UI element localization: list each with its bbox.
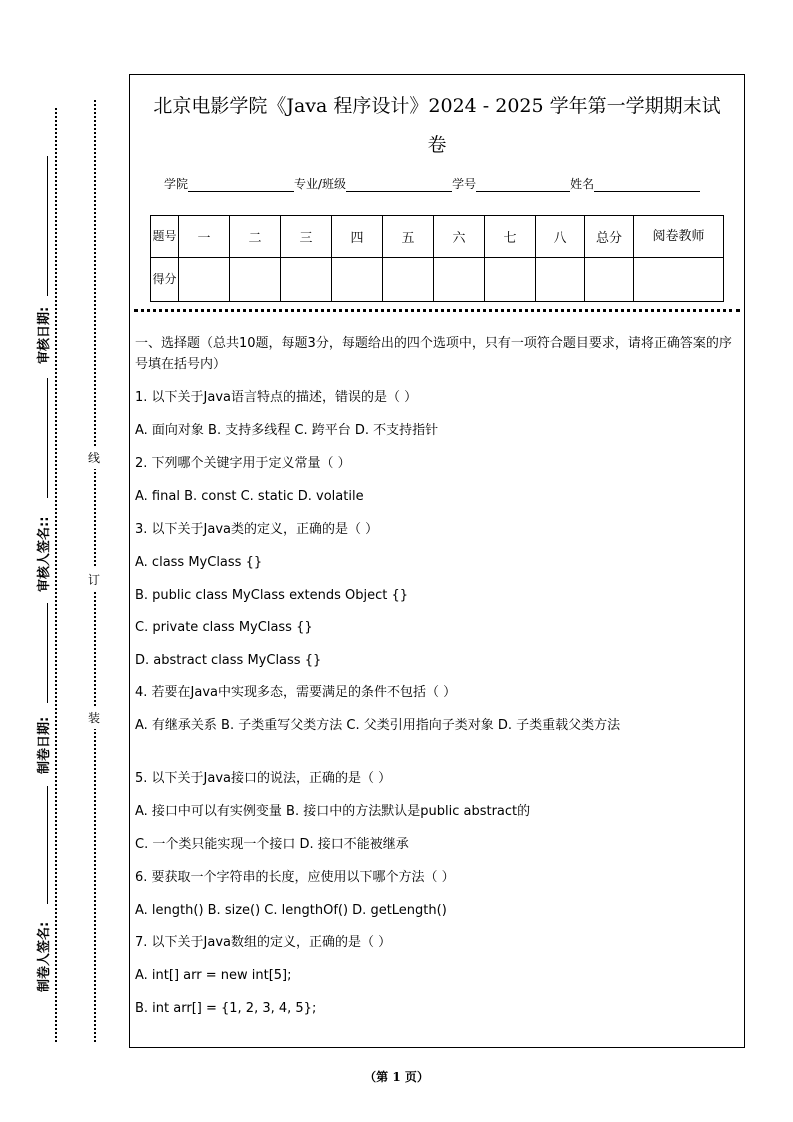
- exam-frame: [129, 74, 745, 1048]
- name-field[interactable]: [594, 178, 700, 192]
- score-cell-3[interactable]: [281, 258, 332, 302]
- major-class-label: 专业/班级: [294, 177, 347, 191]
- score-row-header: 得分: [151, 258, 179, 302]
- major-class-field[interactable]: [346, 178, 452, 192]
- section1-heading: 一、选择题（总共10题，每题3分，每题给出的四个选项中，只有一项符合题目要求，请将正确答案的序号填在括号内）: [135, 336, 732, 372]
- q2-options: A. final B. const C. static D. volatile: [135, 489, 364, 504]
- score-cell-2[interactable]: [230, 258, 281, 302]
- q5-options-cd: C. 一个类只能实现一个接口 D. 接口不能被继承: [135, 837, 409, 852]
- binding-word-bind: 装: [88, 706, 100, 729]
- binding-word-order: 订: [88, 568, 100, 591]
- made-date-line: [47, 603, 48, 703]
- page-footer: （第 1 页）: [364, 1070, 429, 1084]
- dotted-separator: [134, 309, 740, 312]
- score-col-total: 总分: [585, 216, 634, 258]
- student-id-label: 学号: [452, 177, 477, 191]
- q7-option-a: A. int[] arr = new int[5];: [135, 968, 292, 983]
- score-cell-grader[interactable]: [634, 258, 724, 302]
- college-label: 学院: [164, 177, 189, 191]
- signature-dotted-line: [55, 108, 57, 1042]
- exam-title-line2: 卷: [427, 134, 447, 156]
- score-col-1: 一: [179, 216, 230, 258]
- score-col-8: 八: [536, 216, 585, 258]
- score-col-7: 七: [485, 216, 536, 258]
- reviewer-signature-line: [47, 378, 48, 498]
- score-cell-6[interactable]: [434, 258, 485, 302]
- score-col-5: 五: [383, 216, 434, 258]
- name-label: 姓名: [570, 177, 595, 191]
- score-col-3: 三: [281, 216, 332, 258]
- q6-options: A. length() B. size() C. lengthOf() D. getLength(): [135, 903, 447, 918]
- score-cell-8[interactable]: [536, 258, 585, 302]
- score-col-6: 六: [434, 216, 485, 258]
- student-info-row: [164, 175, 700, 192]
- reviewed-date-label: 审核日期:: [37, 306, 52, 364]
- q7-stem: 7. 以下关于Java数组的定义，正确的是（ ）: [135, 935, 392, 950]
- student-id-field[interactable]: [476, 178, 570, 192]
- score-cell-total[interactable]: [585, 258, 634, 302]
- college-field[interactable]: [188, 178, 294, 192]
- score-col-4: 四: [332, 216, 383, 258]
- q3-option-a: A. class MyClass {}: [135, 555, 263, 570]
- score-table: [150, 215, 724, 302]
- score-col-grader: 阅卷教师: [634, 216, 724, 258]
- maker-signature-line: [47, 786, 48, 904]
- score-col-2: 二: [230, 216, 281, 258]
- reviewer-signature-label: 审核人签名::: [37, 516, 52, 592]
- score-cell-1[interactable]: [179, 258, 230, 302]
- q6-stem: 6. 要获取一个字符串的长度，应使用以下哪个方法（ ）: [135, 870, 455, 885]
- score-cell-7[interactable]: [485, 258, 536, 302]
- q5-stem: 5. 以下关于Java接口的说法，正确的是（ ）: [135, 771, 392, 786]
- made-date-label: 制卷日期:: [37, 716, 52, 774]
- question-number-header: 题号: [151, 216, 179, 258]
- reviewed-date-line: [47, 156, 48, 296]
- q5-options-ab: A. 接口中可以有实例变量 B. 接口中的方法默认是public abstract的: [135, 804, 531, 819]
- q3-stem: 3. 以下关于Java类的定义，正确的是（ ）: [135, 522, 379, 537]
- score-cell-4[interactable]: [332, 258, 383, 302]
- exam-title-line1: 北京电影学院《Java 程序设计》2024 - 2025 学年第一学期期末试: [153, 95, 721, 117]
- score-cell-5[interactable]: [383, 258, 434, 302]
- q4-stem: 4. 若要在Java中实现多态，需要满足的条件不包括（ ）: [135, 685, 457, 700]
- binding-word-line: 线: [88, 446, 100, 469]
- q1-stem: 1. 以下关于Java语言特点的描述，错误的是（ ）: [135, 390, 418, 405]
- q7-option-b: B. int arr[] = {1, 2, 3, 4, 5};: [135, 1001, 317, 1016]
- q3-option-c: C. private class MyClass {}: [135, 620, 313, 635]
- q3-option-d: D. abstract class MyClass {}: [135, 653, 322, 668]
- q1-options: A. 面向对象 B. 支持多线程 C. 跨平台 D. 不支持指针: [135, 423, 439, 438]
- maker-signature-label: 制卷人签名:: [37, 921, 52, 992]
- q2-stem: 2. 下列哪个关键字用于定义常量（ ）: [135, 456, 351, 471]
- q4-options: A. 有继承关系 B. 子类重写父类方法 C. 父类引用指向子类对象 D. 子类重载父类方法: [135, 718, 621, 733]
- q3-option-b: B. public class MyClass extends Object {}: [135, 588, 409, 603]
